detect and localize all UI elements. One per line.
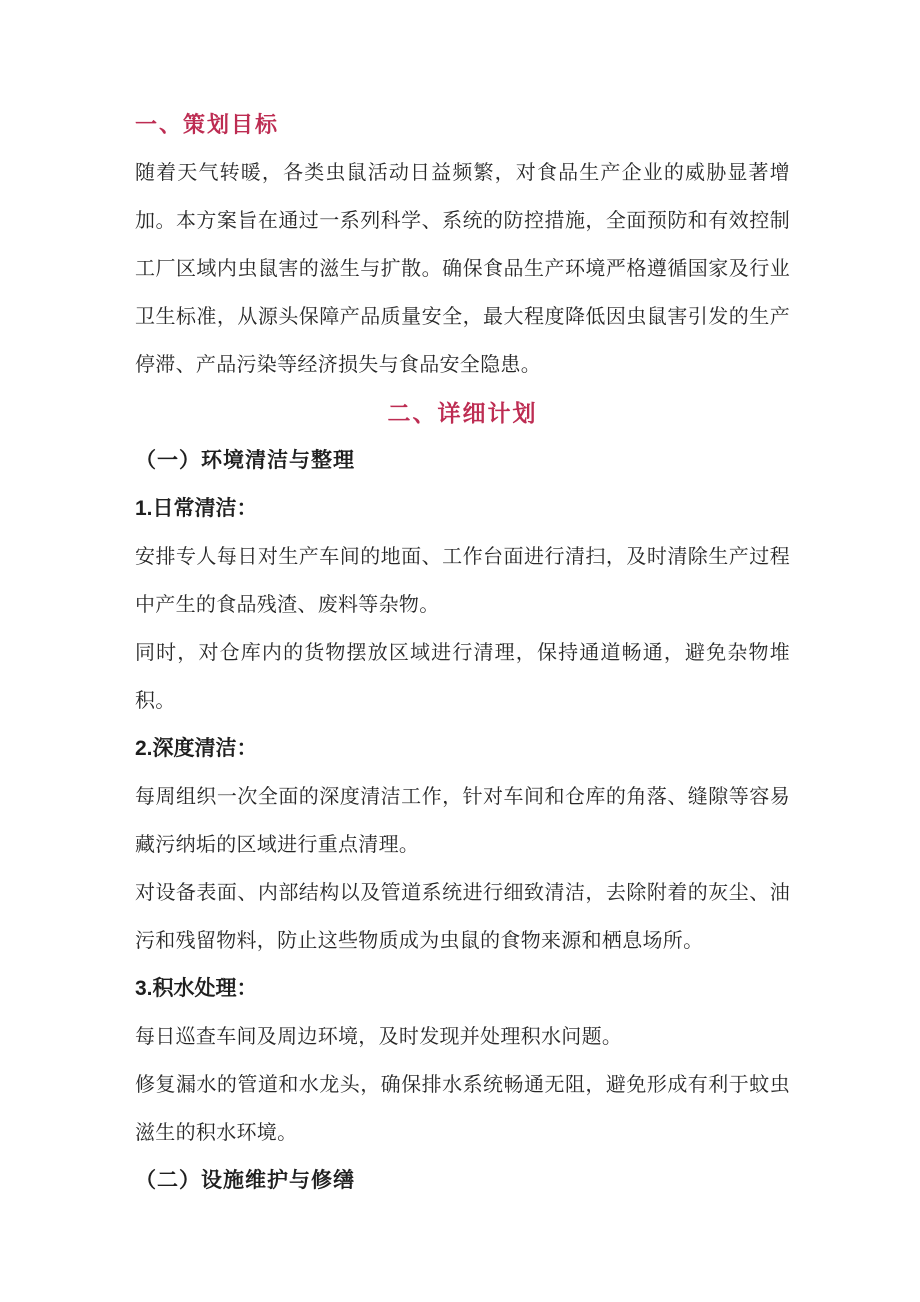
numbered-heading-deep: 2.深度清洁： (135, 737, 258, 760)
water-paragraph-1: 每日巡查车间及周边环境，及时发现并处理积水问题。 (135, 1026, 623, 1048)
intro-paragraph: 随着天气转暖，各类虫鼠活动日益频繁，对食品生产企业的威胁显著增加。本方案旨在通过一系列科学、系统的防控措施，全面预防和有效控制工厂区域内虫鼠害的滋生与扩散。确保食品生产环境严格遵循国家及行业卫生标准，从源头保障产品质量安全，最大程度降低因虫鼠害引发的生产停滞、产品污染等经济损失与食品安全隐患。 (135, 162, 790, 376)
section-heading-goal: 一、策划目标 (135, 112, 280, 137)
water-paragraph-2: 修复漏水的管道和水龙头，确保排水系统畅通无阻，避免形成有利于蚊虫滋生的积水环境。 (135, 1074, 790, 1144)
daily-paragraph-1: 安排专人每日对生产车间的地面、工作台面进行清扫，及时清除生产过程中产生的食品残渣、废料等杂物。 (135, 546, 790, 616)
subsection-heading-env: （一）环境清洁与整理 (135, 449, 355, 472)
deep-paragraph-1: 每周组织一次全面的深度清洁工作，针对车间和仓库的角落、缝隙等容易藏污纳垢的区域进行重点清理。 (135, 786, 790, 856)
subsection-heading-facility: （二）设施维护与修缮 (135, 1169, 355, 1192)
section-heading-plan: 二、详细计划 (387, 400, 538, 426)
daily-paragraph-2: 同时，对仓库内的货物摆放区域进行清理，保持通道畅通，避免杂物堆积。 (135, 642, 790, 712)
deep-paragraph-2: 对设备表面、内部结构以及管道系统进行细致清洁，去除附着的灰尘、油污和残留物料，防止这些物质成为虫鼠的食物来源和栖息场所。 (135, 882, 790, 952)
numbered-heading-water: 3.积水处理： (135, 977, 258, 1000)
numbered-heading-daily: 1.日常清洁： (135, 497, 258, 520)
